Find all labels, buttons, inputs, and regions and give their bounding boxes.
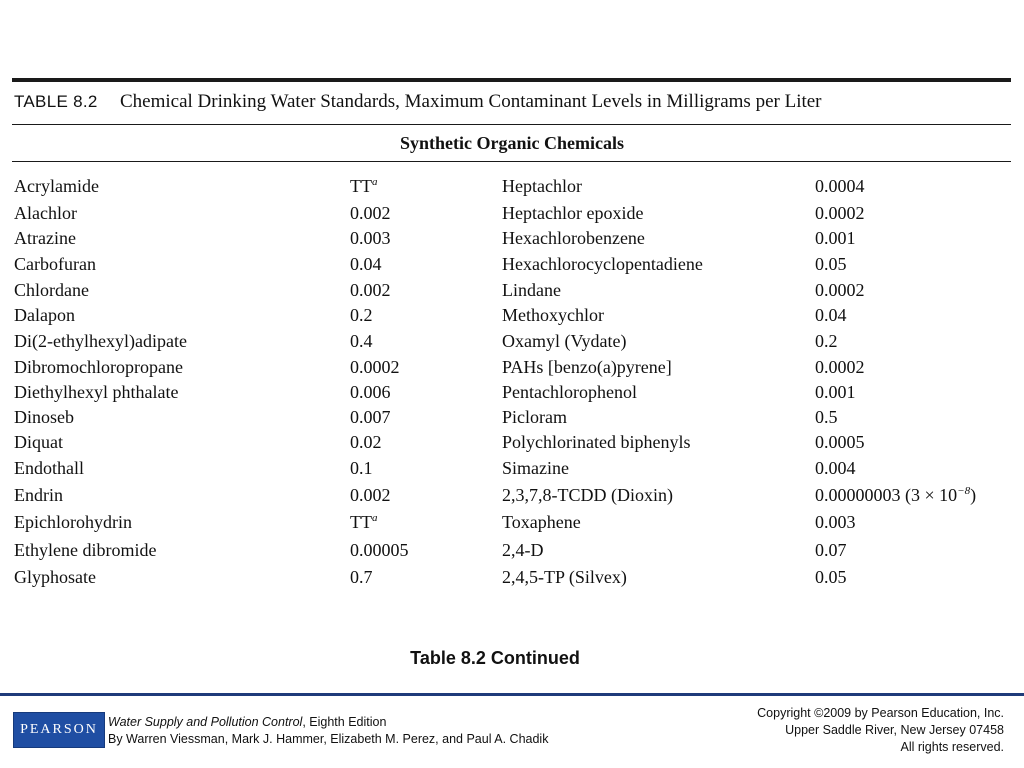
book-edition: , Eighth Edition [302,715,387,729]
chemical-name: Dalapon [14,305,75,325]
mcl-value-text: 0.04 [350,254,382,274]
chemical-name: Dibromochloropropane [14,357,183,377]
chemical-name: Endothall [14,458,84,478]
copyright-line-1: Copyright ©2009 by Pearson Education, Inc. [757,706,1004,720]
mcl-value-text: 0.003 [815,512,856,532]
mcl-value-text: 0.002 [350,203,391,223]
table-title: Chemical Drinking Water Standards, Maximum Contaminant Levels in Milligrams per Liter [120,91,822,112]
superscript: −8 [957,485,971,497]
mcl-value [815,382,856,402]
mcl-value-text: 0.2 [815,331,838,351]
pearson-logo: PEARSON [13,712,105,748]
table-title-rule [12,124,1011,125]
mcl-value-text: 0.004 [815,458,856,478]
chemical-name: Picloram [502,407,567,427]
mcl-value-text: 0.0005 [815,432,865,452]
chemical-name: Hexachlorocyclopentadiene [502,254,703,274]
mcl-value-text: 0.0002 [815,280,865,300]
slide-caption: Table 8.2 Continued [410,648,580,668]
chemical-name: Simazine [502,458,569,478]
mcl-value [350,305,373,325]
mcl-value-text: 0.001 [815,228,856,248]
chemical-name: Dinoseb [14,407,74,427]
chemical-name: Diethylhexyl phthalate [14,382,179,402]
mcl-value [815,331,838,351]
mcl-value [350,203,391,223]
mcl-value [350,228,391,248]
mcl-value [350,357,400,377]
mcl-value [350,432,382,452]
mcl-value [350,485,391,505]
book-authors: By Warren Viessman, Mark J. Hammer, Elizabeth M. Perez, and Paul A. Chadik [108,732,549,746]
mcl-value-text: TT [350,176,372,196]
chemical-name: Alachlor [14,203,77,223]
chemical-name: 2,3,7,8-TCDD (Dioxin) [502,485,673,505]
mcl-value [815,280,865,300]
mcl-value [350,407,391,427]
chemical-name: Diquat [14,432,63,452]
mcl-value-text: 0.0002 [815,203,865,223]
mcl-value-text: 0.002 [350,280,391,300]
mcl-value-text: 0.05 [815,567,847,587]
mcl-value [815,407,838,427]
copyright-notice [757,705,1004,756]
chemical-name: Oxamyl (Vydate) [502,331,627,351]
mcl-value-text: 0.2 [350,305,373,325]
chemical-name: Glyphosate [14,567,96,587]
mcl-value-text: 0.00005 [350,540,409,560]
chemical-name: Pentachlorophenol [502,382,637,402]
mcl-value [350,280,391,300]
superscript: a [372,512,378,524]
mcl-value [815,228,856,248]
chemical-name: Endrin [14,485,63,505]
chemical-name: Hexachlorobenzene [502,228,645,248]
mcl-value-text: 0.04 [815,305,847,325]
chemical-name: Lindane [502,280,561,300]
table-top-rule [12,78,1011,82]
chemical-name: Atrazine [14,228,76,248]
mcl-value [815,540,847,560]
mcl-value-text: 0.5 [815,407,838,427]
mcl-value [815,567,847,587]
copyright-line-3: All rights reserved. [900,740,1004,754]
mcl-value-text: 0.02 [350,432,382,452]
chemical-name: Heptachlor epoxide [502,203,644,223]
mcl-value-text: 0.4 [350,331,373,351]
mcl-value [815,357,865,377]
chemical-name: Acrylamide [14,176,99,196]
mcl-value-text: 0.00000003 (3 × 10 [815,485,958,505]
chemical-name: Methoxychlor [502,305,604,325]
book-title: Water Supply and Pollution Control [108,715,303,729]
mcl-value [350,254,382,274]
chemical-name: Chlordane [14,280,89,300]
mcl-value-text: 0.07 [815,540,847,560]
mcl-value-text: 0.1 [350,458,373,478]
chemical-name: Toxaphene [502,512,581,532]
mcl-value [350,512,378,532]
chemical-name: Di(2-ethylhexyl)adipate [14,331,187,351]
mcl-value [815,203,865,223]
chemical-name: 2,4-D [502,540,544,560]
mcl-value-text: 0.001 [815,382,856,402]
mcl-value-text: 0.0004 [815,176,865,196]
mcl-value-text: 0.006 [350,382,391,402]
chemical-name: Heptachlor [502,176,582,196]
superscript: a [372,176,378,188]
mcl-value-suffix: ) [970,485,977,505]
mcl-value [350,458,373,478]
mcl-value [815,254,847,274]
mcl-value [815,485,976,505]
table-label: TABLE 8.2 [14,92,98,111]
mcl-value [815,305,847,325]
mcl-value [815,458,856,478]
mcl-value [350,382,391,402]
mcl-value-text: 0.002 [350,485,391,505]
mcl-value [350,540,409,560]
mcl-value-text: 0.7 [350,567,373,587]
mcl-value [815,176,865,196]
book-info [108,714,548,748]
mcl-value-text: 0.007 [350,407,391,427]
mcl-value-text: 0.0002 [350,357,400,377]
mcl-value [350,567,373,587]
mcl-value-text: TT [350,512,372,532]
chemical-name: Carbofuran [14,254,96,274]
copyright-line-2: Upper Saddle River, New Jersey 07458 [785,723,1004,737]
mcl-value-text: 0.05 [815,254,847,274]
chemical-name: Ethylene dibromide [14,540,157,560]
footer-divider [0,693,1024,696]
mcl-value [815,432,865,452]
mcl-value [350,176,378,196]
section-title: Synthetic Organic Chemicals [400,133,624,153]
chemical-name: Polychlorinated biphenyls [502,432,691,452]
section-rule [12,161,1011,162]
chemical-name: 2,4,5-TP (Silvex) [502,567,627,587]
chemical-name: Epichlorohydrin [14,512,132,532]
mcl-value-text: 0.0002 [815,357,865,377]
mcl-value [815,512,856,532]
mcl-value [350,331,373,351]
chemical-name: PAHs [benzo(a)pyrene] [502,357,672,377]
mcl-value-text: 0.003 [350,228,391,248]
